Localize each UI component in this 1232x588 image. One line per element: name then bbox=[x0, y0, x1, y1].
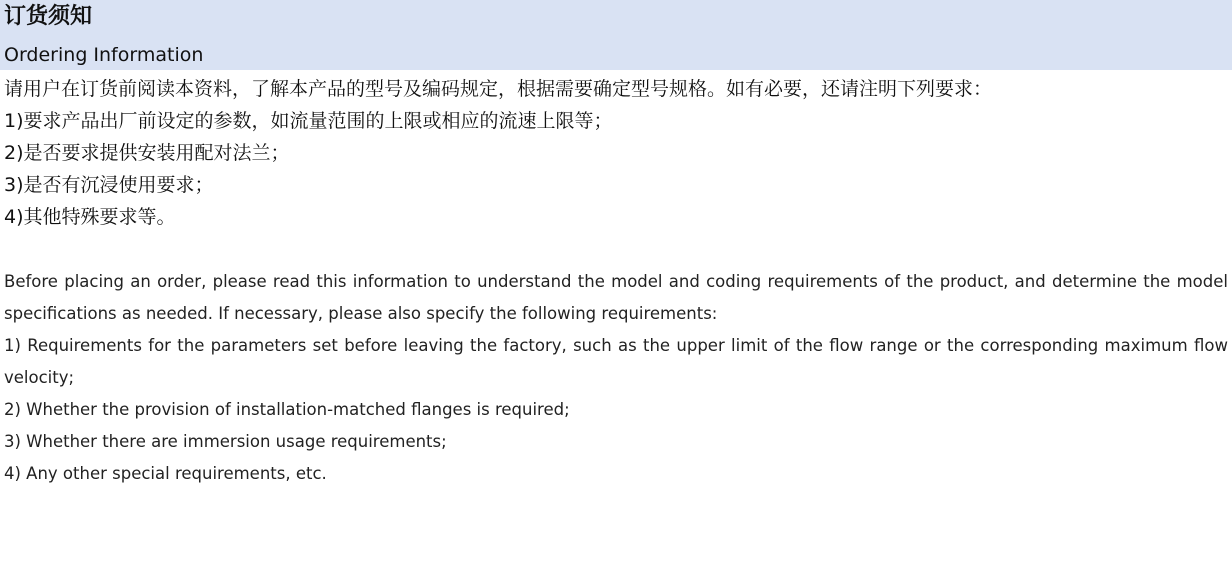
page-title-en: Ordering Information bbox=[4, 44, 204, 66]
header-band bbox=[0, 0, 1232, 70]
zh-section bbox=[4, 73, 1230, 233]
en-intro: Before placing an order, please read this information to understand the model and coding requirements of the product, and determine the model specifications as needed. If necessary, please also specify the following requirements: bbox=[4, 272, 1228, 323]
zh-requirement-item: 3)是否有沉浸使用要求； bbox=[4, 174, 214, 196]
en-requirement-item: 2) Whether the provision of installation-matched flanges is required; bbox=[4, 400, 570, 419]
zh-requirement-item: 1)要求产品出厂前设定的参数，如流量范围的上限或相应的流速上限等； bbox=[4, 110, 613, 132]
zh-requirement-item: 4)其他特殊要求等。 bbox=[4, 206, 176, 228]
zh-requirement-item: 2)是否要求提供安装用配对法兰； bbox=[4, 142, 290, 164]
page-title-zh: 订货须知 bbox=[4, 4, 93, 29]
en-section bbox=[4, 266, 1228, 490]
en-requirement-item: 3) Whether there are immersion usage requirements; bbox=[4, 432, 447, 451]
en-requirement-item: 4) Any other special requirements, etc. bbox=[4, 464, 327, 483]
en-requirement-item: 1) Requirements for the parameters set before leaving the factory, such as the upper limit of the flow range or the corresponding maximum flow velocity; bbox=[4, 336, 1228, 387]
zh-intro: 请用户在订货前阅读本资料，了解本产品的型号及编码规定，根据需要确定型号规格。如有必要，还请注明下列要求： bbox=[4, 78, 993, 100]
